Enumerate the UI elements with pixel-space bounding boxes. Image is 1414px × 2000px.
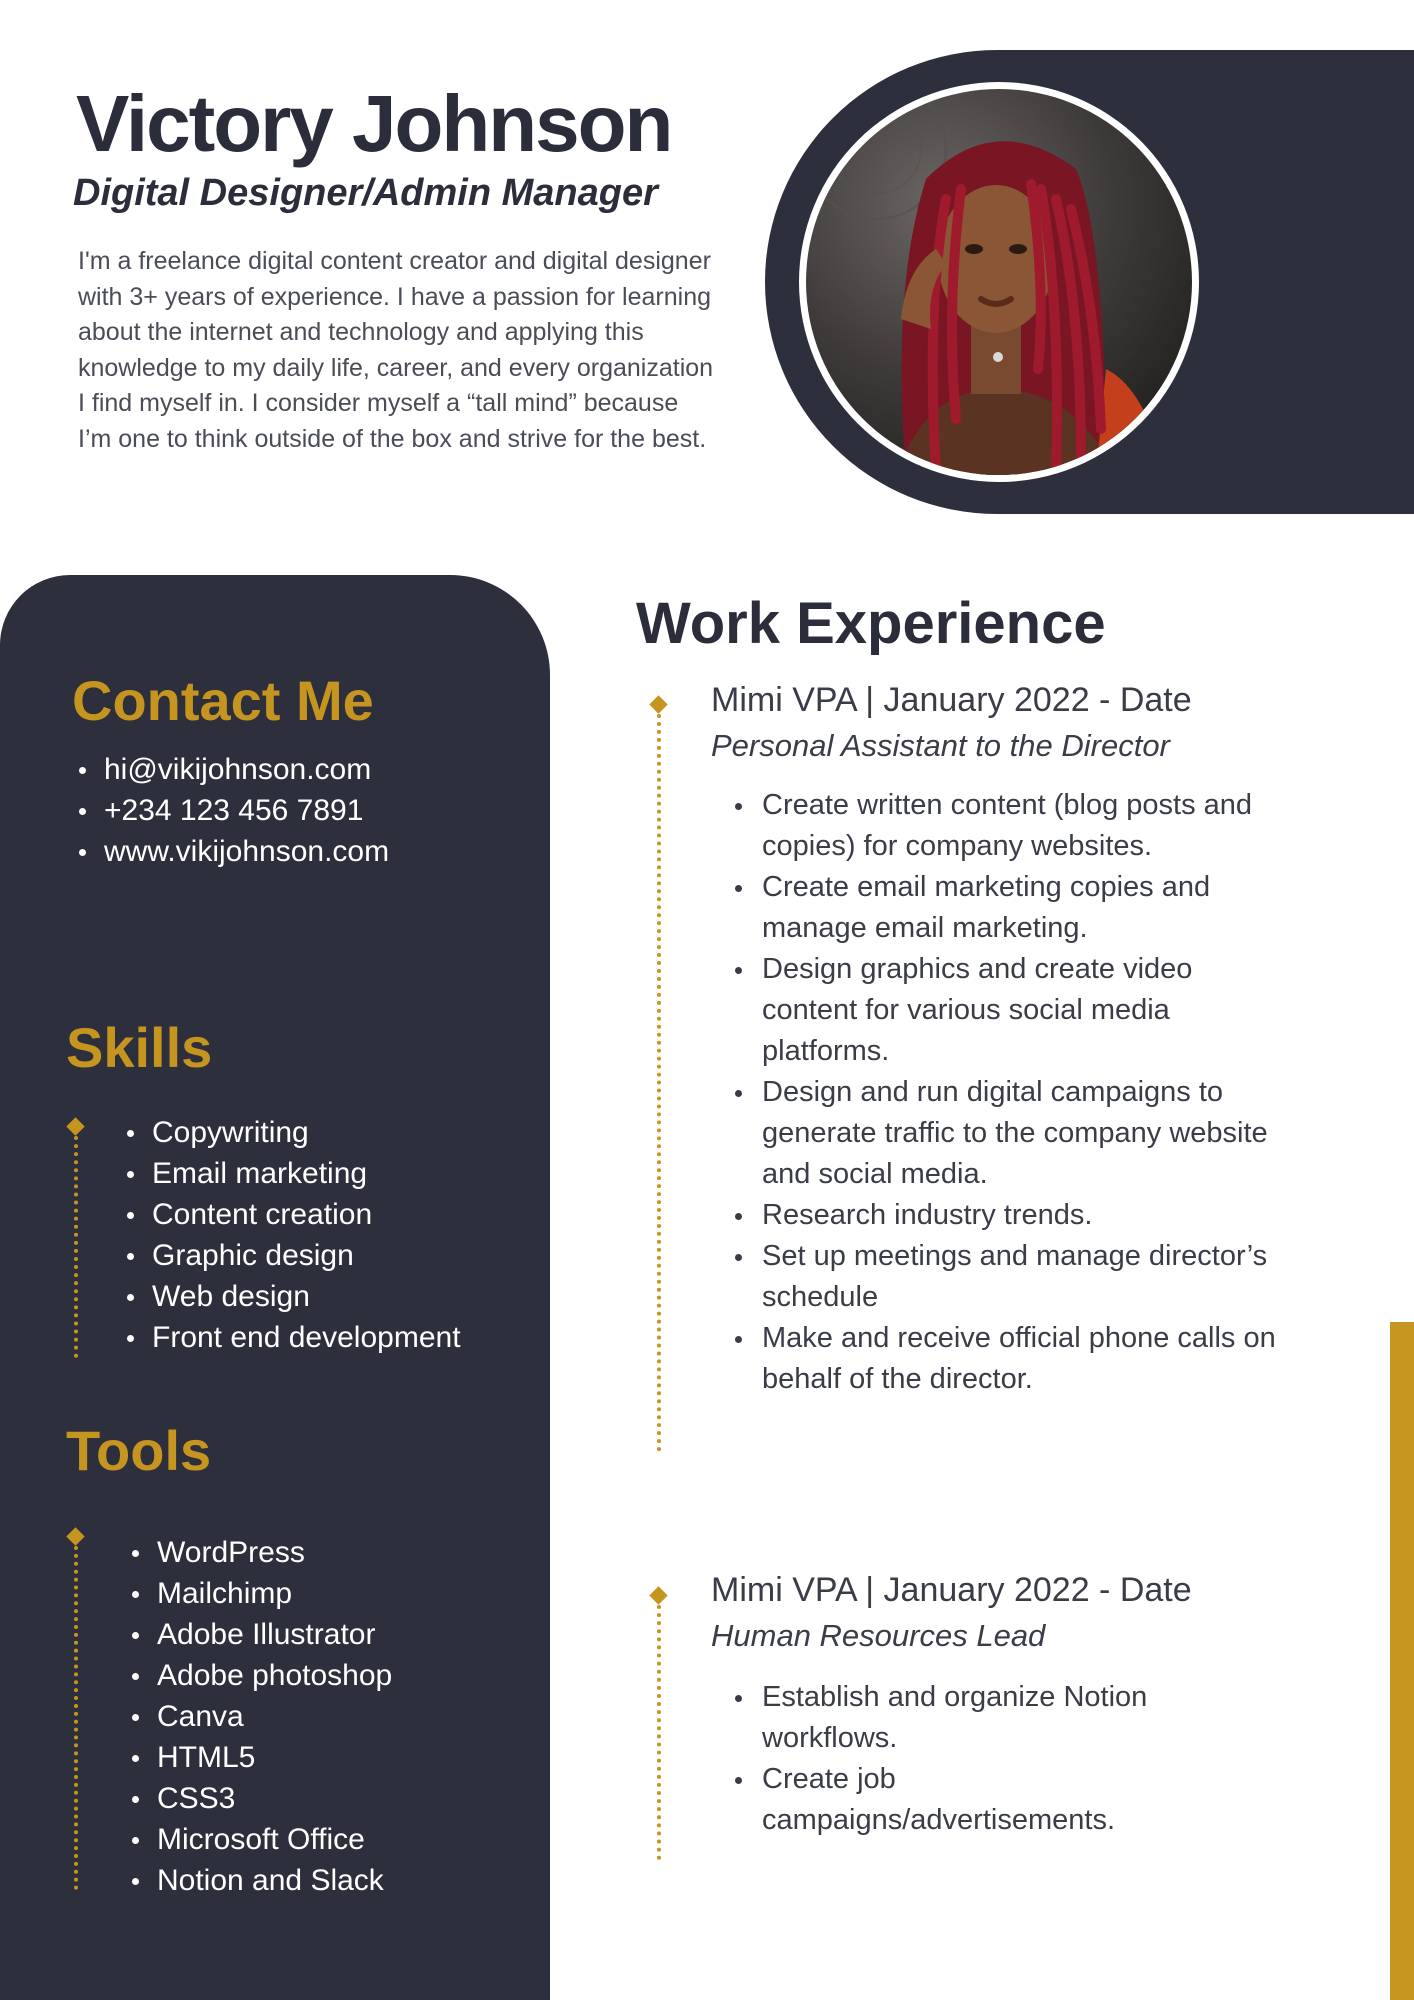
job1-heading: Mimi VPA | January 2022 - Date [711, 681, 1192, 719]
profile-portrait-image [806, 89, 1192, 475]
skills-title: Skills [66, 1016, 213, 1079]
tools-timeline-line [74, 1546, 78, 1890]
contact-email[interactable]: hi@vikijohnson.com [104, 749, 389, 790]
list-item: Create job campaigns/advertisements. [762, 1759, 1202, 1841]
list-item: HTML5 [157, 1737, 392, 1778]
list-item: Front end development [152, 1317, 461, 1358]
list-item: Copywriting [152, 1112, 461, 1153]
list-item: Adobe Illustrator [157, 1614, 392, 1655]
resume-name: Victory Johnson [76, 79, 672, 168]
list-item: Adobe photoshop [157, 1655, 392, 1696]
diamond-icon [649, 1586, 667, 1604]
resume-bio: I'm a freelance digital content creator and digital designer with 3+ years of experience. I have a passion for learning about the internet and technology and applying this knowledge to my daily life, career, and every organization I find myself in. I consider myself a “tall mind” because I’m one to think outside of the box and strive for the best. [78, 247, 714, 453]
job1-timeline-line [657, 714, 661, 1452]
list-item: Mailchimp [157, 1573, 392, 1614]
list-item: Make and receive official phone calls on behalf of the director. [762, 1318, 1282, 1400]
resume-role: Digital Designer/Admin Manager [73, 172, 658, 214]
contact-phone[interactable]: +234 123 456 7891 [104, 790, 389, 831]
list-item: Create email marketing copies and manage email marketing. [762, 867, 1282, 949]
list-item: Create written content (blog posts and copies) for company websites. [762, 785, 1282, 867]
list-item: Design and run digital campaigns to generate traffic to the company website and social media. [762, 1072, 1282, 1195]
list-item: Research industry trends. [762, 1195, 1282, 1236]
job2-duties [762, 1677, 1202, 1841]
decorative-gold-bar [1390, 1322, 1414, 2000]
list-item: Web design [152, 1276, 461, 1317]
job1-role: Personal Assistant to the Director [711, 728, 1170, 763]
list-item: Notion and Slack [157, 1860, 392, 1901]
list-item: Graphic design [152, 1235, 461, 1276]
list-item: Design graphics and create video content for various social media platforms. [762, 949, 1282, 1072]
job2-heading: Mimi VPA | January 2022 - Date [711, 1571, 1192, 1609]
list-item: Set up meetings and manage director’s schedule [762, 1236, 1282, 1318]
list-item: Email marketing [152, 1153, 461, 1194]
job2-timeline-line [657, 1605, 661, 1860]
list-item: Content creation [152, 1194, 461, 1235]
work-experience-title: Work Experience [636, 591, 1106, 656]
list-item: WordPress [157, 1532, 392, 1573]
profile-photo [806, 89, 1192, 475]
contact-list [104, 749, 389, 872]
list-item: Microsoft Office [157, 1819, 392, 1860]
tools-list [157, 1532, 392, 1901]
tools-title: Tools [66, 1419, 212, 1482]
list-item: CSS3 [157, 1778, 392, 1819]
contact-title: Contact Me [72, 669, 374, 732]
list-item: Canva [157, 1696, 392, 1737]
job1-duties [762, 785, 1282, 1400]
diamond-icon [649, 695, 667, 713]
job2-role: Human Resources Lead [711, 1618, 1046, 1653]
skills-timeline-line [74, 1136, 78, 1358]
contact-website[interactable]: www.vikijohnson.com [104, 831, 389, 872]
skills-list [152, 1112, 461, 1358]
list-item: Establish and organize Notion workflows. [762, 1677, 1202, 1759]
